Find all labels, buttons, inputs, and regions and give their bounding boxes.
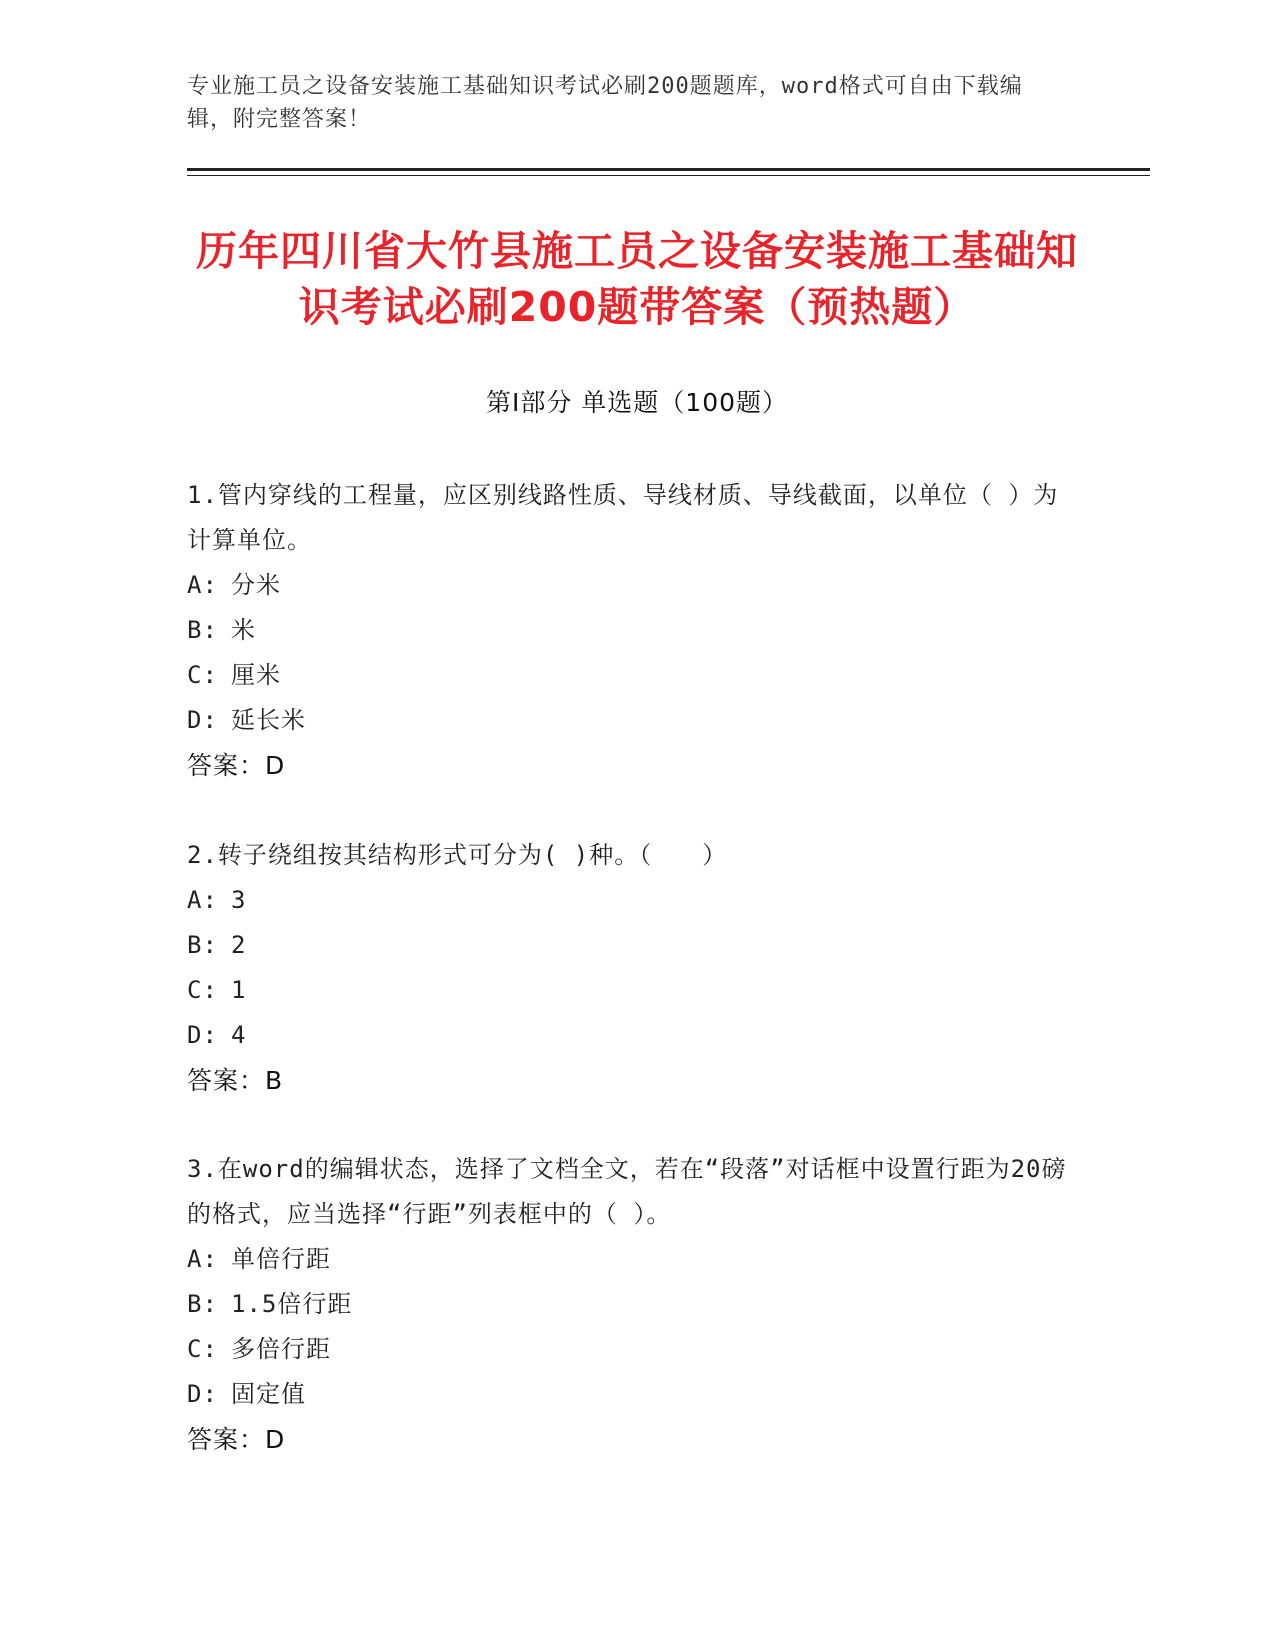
option-key: D:: [187, 1021, 218, 1049]
header-note: 专业施工员之设备安装施工基础知识考试必刷200题题库，word格式可自由下载编辑，附完整答案！: [187, 74, 1023, 132]
option-b: [187, 923, 1067, 968]
answer-line: 答案：D: [187, 751, 286, 780]
option-text: 3: [231, 886, 247, 914]
option-d: [187, 1013, 1067, 1058]
option-key: D:: [187, 706, 218, 734]
option-c: [187, 653, 1067, 698]
header-divider-thin: [187, 175, 1150, 176]
option-key: A:: [187, 1245, 218, 1273]
option-key: C:: [187, 661, 218, 689]
option-c: [187, 968, 1067, 1013]
header-divider-thick: [187, 168, 1150, 171]
option-key: D:: [187, 1380, 218, 1408]
question-3: [187, 1147, 1067, 1463]
option-text: 延长米: [231, 706, 306, 734]
document-title: 历年四川省大竹县施工员之设备安装施工基础知识考试必刷200题带答案（预热题）: [196, 227, 1078, 331]
question-1: [187, 473, 1067, 789]
question-2: [187, 833, 1067, 1104]
option-key: B:: [187, 931, 218, 959]
option-text: 2: [231, 931, 247, 959]
option-d: [187, 698, 1067, 743]
option-text: 4: [231, 1021, 247, 1049]
option-a: [187, 563, 1067, 608]
option-c: [187, 1327, 1067, 1372]
option-key: B:: [187, 1290, 218, 1318]
option-text: 米: [231, 616, 256, 644]
question-stem: 1.管内穿线的工程量，应区别线路性质、导线材质、导线截面，以单位（ ）为计算单位。: [187, 481, 1059, 554]
option-key: A:: [187, 571, 218, 599]
option-text: 固定值: [231, 1380, 306, 1408]
question-stem: 2.转子绕组按其结构形式可分为( )种。（ ）: [187, 841, 728, 869]
option-text: 多倍行距: [231, 1335, 331, 1363]
option-key: B:: [187, 616, 218, 644]
option-a: [187, 878, 1067, 923]
option-key: C:: [187, 1335, 218, 1363]
option-b: [187, 608, 1067, 653]
option-text: 1: [231, 976, 247, 1004]
option-text: 厘米: [231, 661, 281, 689]
option-text: 1.5倍行距: [231, 1290, 353, 1318]
option-a: [187, 1237, 1067, 1282]
option-text: 分米: [231, 571, 281, 599]
option-text: 单倍行距: [231, 1245, 331, 1273]
question-stem: 3.在word的编辑状态，选择了文档全文，若在“段落”对话框中设置行距为20磅的格式，应当选择“行距”列表框中的（ ）。: [187, 1155, 1067, 1228]
answer-line: 答案：D: [187, 1425, 286, 1454]
answer-line: 答案：B: [187, 1066, 284, 1095]
option-key: A:: [187, 886, 218, 914]
option-d: [187, 1372, 1067, 1417]
option-b: [187, 1282, 1067, 1327]
option-key: C:: [187, 976, 218, 1004]
section-heading: 第Ⅰ部分 单选题（100题）: [485, 388, 789, 417]
